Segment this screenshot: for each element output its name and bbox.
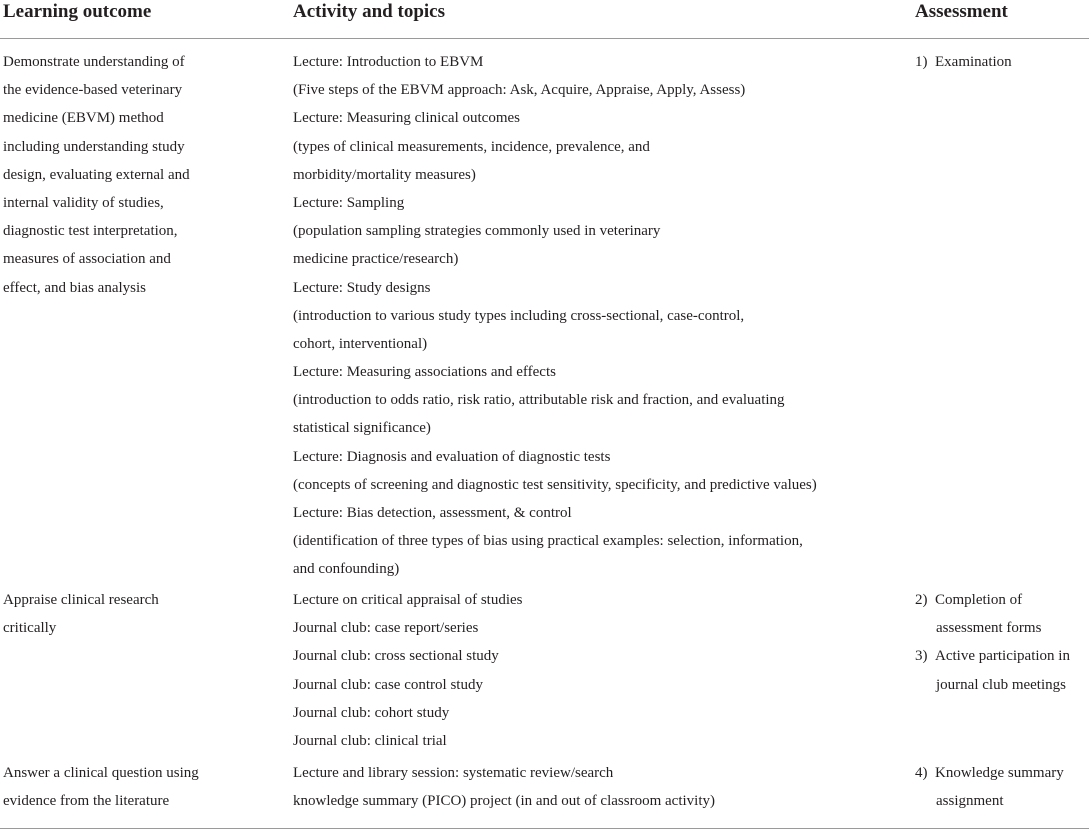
header-rule (0, 38, 1089, 39)
row-1-activity (293, 48, 817, 584)
header-assessment: Assessment (915, 1, 1008, 22)
assessment-text: assignment (936, 793, 1004, 810)
bottom-rule (0, 828, 1089, 829)
activity-line: (introduction to odds ratio, risk ratio, attributable risk and fraction, and evaluating (293, 392, 785, 409)
assessment-number: 4) (915, 765, 928, 781)
outcome-line: critically (3, 620, 57, 637)
assessment-number: 3) (915, 648, 928, 665)
outcome-line: Demonstrate understanding of (3, 54, 185, 70)
activity-line: Lecture: Diagnosis and evaluation of diagnostic tests (293, 448, 611, 465)
outcome-line: design, evaluating external and (3, 166, 190, 183)
header-learning-outcome: Learning outcome (3, 1, 152, 22)
header-activity-topics: Activity and topics (293, 1, 445, 22)
row-2-assessment (915, 586, 1070, 699)
activity-line: knowledge summary (PICO) project (in and out of classroom activity) (293, 793, 715, 810)
activity-line: Lecture and library session: systematic review/search (293, 765, 614, 781)
row-3-outcome (3, 759, 199, 815)
row-1-outcome (3, 48, 190, 302)
outcome-line: Answer a clinical question using (3, 765, 199, 781)
activity-line: medicine practice/research) (293, 251, 459, 268)
activity-line: Journal club: clinical trial (293, 732, 447, 749)
assessment-text: assessment forms (936, 620, 1042, 637)
outcome-line: Appraise clinical research (3, 592, 159, 608)
activity-line: Lecture: Introduction to EBVM (293, 54, 484, 70)
activity-line: Lecture: Sampling (293, 194, 405, 211)
assessment-text: Completion of (935, 592, 1023, 608)
row-3-assessment (915, 759, 1064, 815)
activity-line: Lecture: Measuring clinical outcomes (293, 110, 520, 127)
activity-line: Journal club: case report/series (293, 620, 479, 637)
outcome-line: diagnostic test interpretation, (3, 223, 178, 240)
outcome-line: medicine (EBVM) method (3, 110, 164, 127)
activity-line: Lecture on critical appraisal of studies (293, 592, 523, 608)
activity-line: (types of clinical measurements, incidence, prevalence, and (293, 138, 650, 155)
activity-line: Journal club: cohort study (293, 704, 450, 721)
activity-line: statistical significance) (293, 420, 431, 437)
outcome-line: the evidence-based veterinary (3, 82, 183, 99)
activity-line: Journal club: cross sectional study (293, 648, 499, 665)
activity-line: morbidity/mortality measures) (293, 166, 476, 183)
outcome-line: internal validity of studies, (3, 194, 164, 211)
assessment-text: Active participation in (935, 648, 1070, 665)
outcome-line: including understanding study (3, 138, 185, 155)
assessment-text: Examination (935, 54, 1012, 70)
assessment-text: Knowledge summary (935, 765, 1064, 781)
activity-line: cohort, interventional) (293, 335, 428, 352)
activity-line: Journal club: case control study (293, 676, 483, 693)
activity-line: (introduction to various study types including cross-sectional, case-control, (293, 307, 745, 324)
activity-line: (concepts of screening and diagnostic test sensitivity, specificity, and predictive values) (293, 476, 817, 493)
row-2-outcome (3, 586, 159, 642)
outcome-line: effect, and bias analysis (3, 279, 147, 296)
activity-line: Lecture: Bias detection, assessment, & control (293, 505, 572, 521)
assessment-text: journal club meetings (936, 676, 1066, 693)
activity-line: (identification of three types of bias using practical examples: selection, information, (293, 533, 803, 550)
activity-line: and confounding) (293, 561, 400, 578)
assessment-item (915, 642, 1070, 698)
assessment-item (915, 759, 1064, 815)
activity-line: (Five steps of the EBVM approach: Ask, Acquire, Appraise, Apply, Assess) (293, 82, 746, 99)
row-1-assessment (915, 48, 1012, 76)
row-2-activity (293, 586, 523, 755)
assessment-item (915, 48, 1012, 76)
row-3-activity (293, 759, 715, 815)
assessment-number: 1) (915, 54, 928, 70)
assessment-item (915, 586, 1070, 642)
activity-line: (population sampling strategies commonly used in veterinary (293, 223, 661, 240)
outcome-line: evidence from the literature (3, 793, 170, 810)
outcome-line: measures of association and (3, 251, 171, 268)
activity-line: Lecture: Measuring associations and effects (293, 364, 556, 381)
assessment-number: 2) (915, 592, 928, 608)
activity-line: Lecture: Study designs (293, 279, 431, 296)
